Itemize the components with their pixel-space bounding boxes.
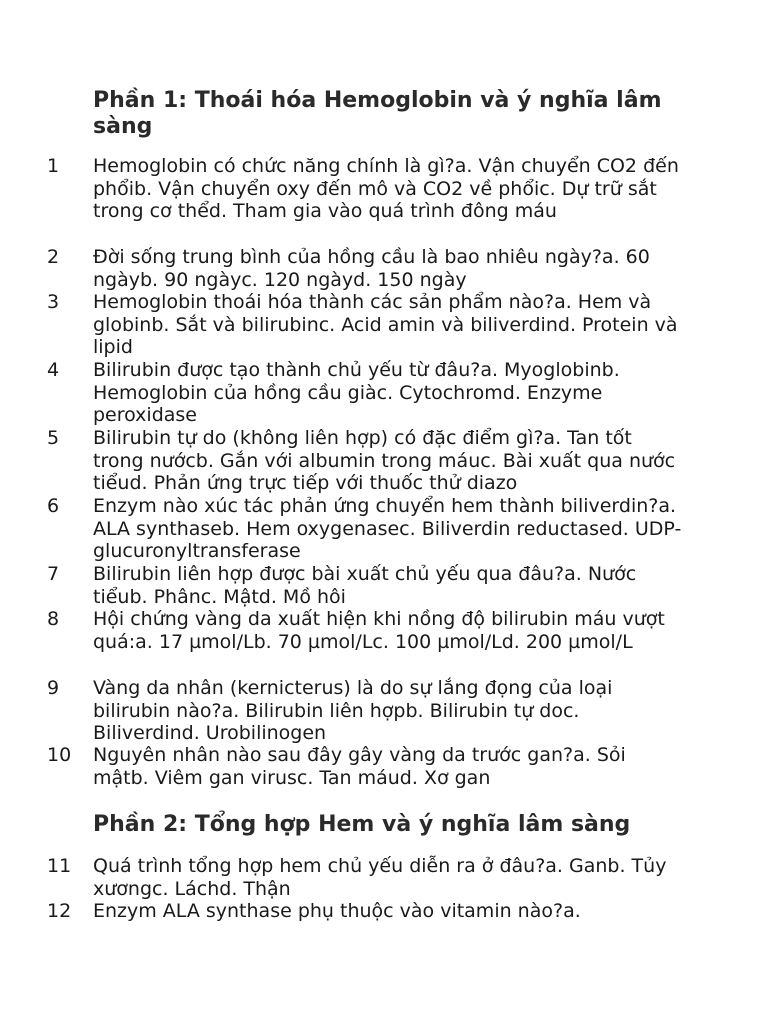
question-number: 11 (47, 855, 72, 877)
question-number: 1 (47, 155, 60, 177)
question-number: 8 (47, 608, 60, 630)
question-text: Hemoglobin thoái hóa thành các sản phẩm nào?a. Hem và globinb. Sắt và bilirubinc. Acid amin và biliverdind. Protein và lipid (93, 291, 678, 359)
question-number: 7 (47, 563, 60, 585)
question-text: Quá trình tổng hợp hem chủ yếu diễn ra ở đâu?a. Ganb. Tủy xươngc. Láchd. Thận (93, 855, 667, 900)
section-2-heading: Phần 2: Tổng hợp Hem và ý nghĩa lâm sàng (93, 812, 631, 837)
question-text: Hemoglobin có chức năng chính là gì?a. Vận chuyển CO2 đến phổib. Vận chuyển oxy đến mô và CO2 về phổic. Dự trữ sắt trong cơ thểd. Tham gia vào quá trình đông máu (93, 155, 679, 223)
question-text: Hội chứng vàng da xuất hiện khi nồng độ bilirubin máu vượt quá:a. 17 µmol/Lb. 70 µmol/Lc. 100 µmol/Ld. 200 µmol/L (93, 608, 665, 653)
question-number: 6 (47, 495, 60, 517)
question-number: 2 (47, 246, 60, 268)
question-text: Enzym nào xúc tác phản ứng chuyển hem thành biliverdin?a. ALA synthaseb. Hem oxygenasec. Biliverdin reductased. UDP-glucuronyltransferase (93, 495, 682, 563)
question-text: Vàng da nhân (kernicterus) là do sự lắng đọng của loại bilirubin nào?a. Bilirubin liên hợpb. Bilirubin tự doc. Biliverdind. Urobilinogen (93, 677, 613, 745)
question-text: Enzym ALA synthase phụ thuộc vào vitamin nào?a. (93, 900, 581, 922)
question-number: 4 (47, 359, 60, 381)
question-text: Bilirubin tự do (không liên hợp) có đặc điểm gì?a. Tan tốt trong nướcb. Gắn với albumin trong máuc. Bài xuất qua nước tiểud. Phản ứng trực tiếp với thuốc thử diazo (93, 427, 676, 495)
question-number: 10 (47, 744, 72, 766)
question-number: 9 (47, 677, 60, 699)
question-number: 5 (47, 427, 60, 449)
question-number: 3 (47, 291, 60, 313)
question-text: Bilirubin liên hợp được bài xuất chủ yếu qua đâu?a. Nước tiểub. Phânc. Mậtd. Mồ hôi (93, 563, 637, 608)
question-text: Bilirubin được tạo thành chủ yếu từ đâu?a. Myoglobinb. Hemoglobin của hồng cầu giàc. Cytochromd. Enzyme peroxidase (93, 359, 620, 427)
question-number: 12 (47, 900, 72, 922)
section-1-heading: Phần 1: Thoái hóa Hemoglobin và ý nghĩa lâm sàng (93, 88, 662, 139)
question-text: Đời sống trung bình của hồng cầu là bao nhiêu ngày?a. 60 ngàyb. 90 ngàyc. 120 ngàyd. 150 ngày (93, 246, 650, 291)
question-text: Nguyên nhân nào sau đây gây vàng da trước gan?a. Sỏi mậtb. Viêm gan virusc. Tan máud. Xơ gan (93, 744, 626, 789)
